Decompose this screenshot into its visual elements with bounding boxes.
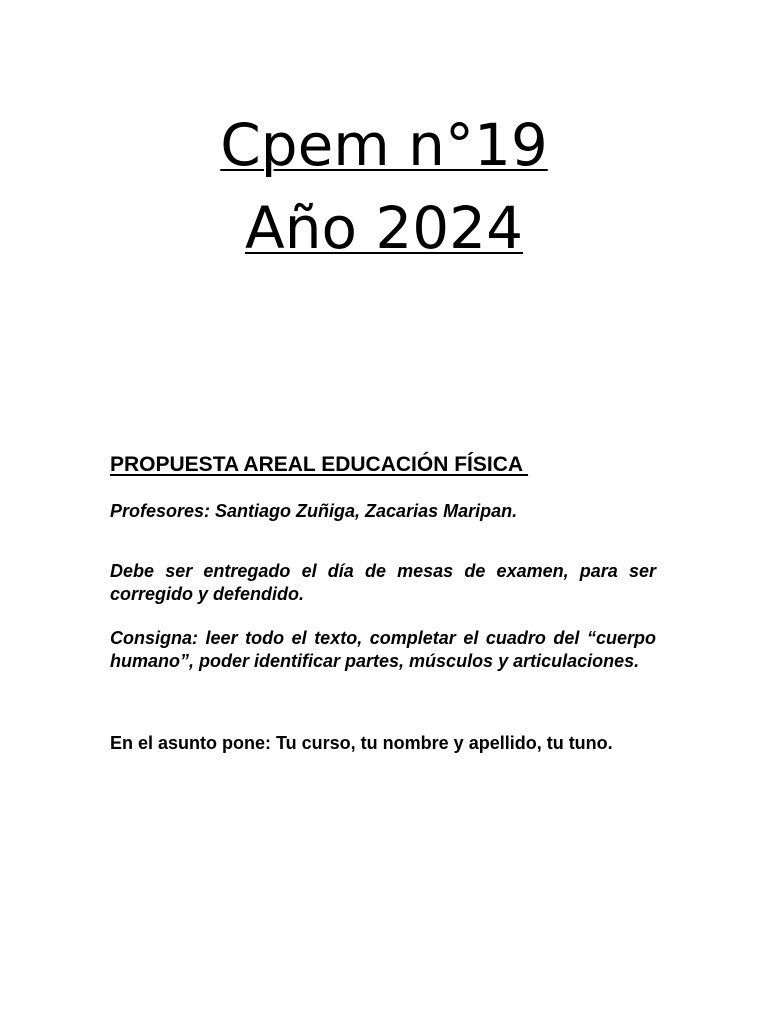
proposal-heading: PROPUESTA AREAL EDUCACIÓN FÍSICA [110,453,529,476]
teachers-line: Profesores: Santiago Zuñiga, Zacarias Maripan. [110,501,518,521]
instruction-paragraph: Consigna: leer todo el texto, completar el cuadro del “cuerpo humano”, poder identificar partes, músculos y articulaciones. [110,628,656,671]
year-title: Año 2024 [245,194,523,262]
delivery-paragraph: Debe ser entregado el día de mesas de examen, para ser corregido y defendido. [110,561,656,604]
school-title: Cpem n°19 [220,111,548,179]
subject-paragraph: En el asunto pone: Tu curso, tu nombre y apellido, tu tuno. [110,733,613,753]
